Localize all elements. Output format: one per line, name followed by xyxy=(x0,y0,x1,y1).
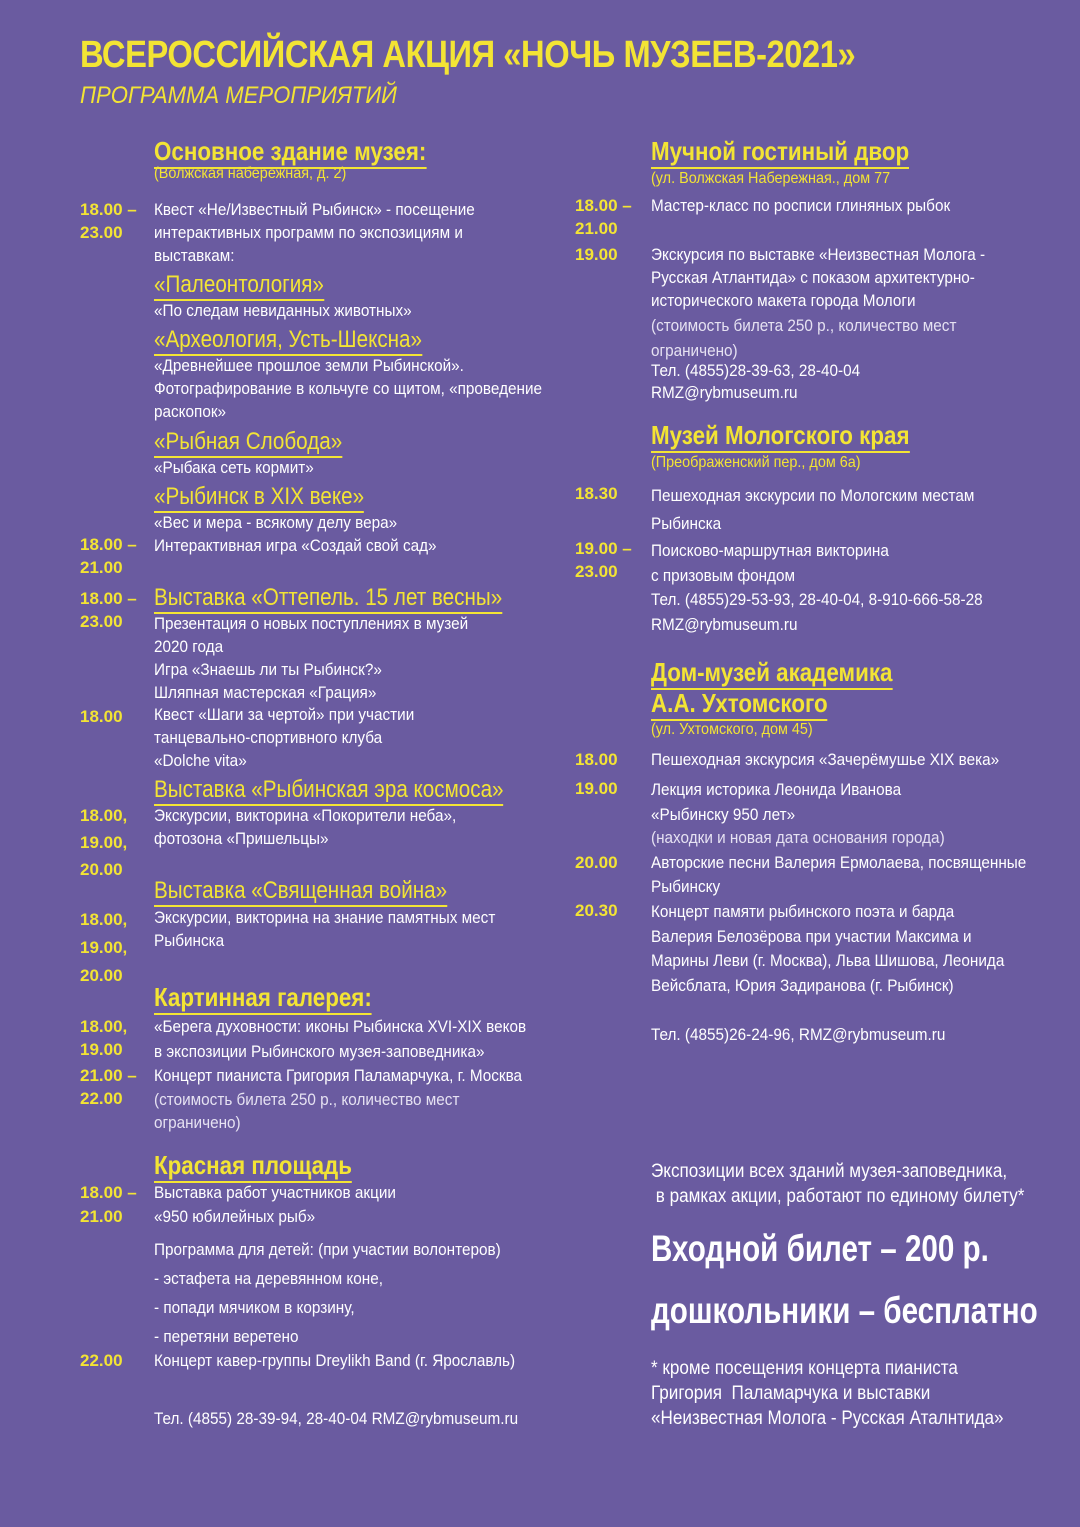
event-time: 19.00 xyxy=(575,245,618,264)
event-description: Экскурсия по выставке «Неизвестная Молога - Русская Атлантида» с показом архитектурно- исторического макета города Мологи xyxy=(651,245,986,310)
event-description: «Вес и мера - всякому делу вера» xyxy=(154,513,398,532)
event-description: «Рыбака сеть кормит» xyxy=(154,458,314,477)
event-time: 18.00 – 21.00 xyxy=(80,535,137,577)
event-time: 20.00 xyxy=(575,853,618,872)
section-title-ukhtomsky-name: А.А. Ухтомского xyxy=(651,688,828,721)
contacts: Тел. (4855)29-53-93, 28-40-04, 8-910-666-58-28 RMZ@rybmuseum.ru xyxy=(651,590,983,634)
subsection-title: Выставка «Рыбинская эра космоса» xyxy=(154,776,504,806)
event-description: «Берега духовности: иконы Рыбинска XVI-XIX веков в экспозиции Рыбинского музея-заповедника» xyxy=(154,1017,527,1061)
free-entry: дошкольники – бесплатно xyxy=(651,1290,1038,1331)
event-time: 18.00 xyxy=(80,707,123,726)
event-time: 18.00 – 23.00 xyxy=(80,589,137,631)
event-description: Мастер-класс по росписи глиняных рыбок xyxy=(651,196,951,215)
ticket-price: Входной билет – 200 р. xyxy=(651,1228,989,1269)
footnote: * кроме посещения концерта пианиста Григория Паламарчука и выставки «Неизвестная Молога - Русская Аталнтида» xyxy=(651,1358,1004,1429)
section-title-ukhtomsky: Дом-музей академика xyxy=(651,657,892,690)
event-time: 18.00, 19.00, 20.00 xyxy=(80,806,128,879)
event-time: 18.00 – 23.00 xyxy=(80,200,137,242)
address-ukhtomsky: (ул. Ухтомского, дом 45) xyxy=(651,721,813,738)
single-ticket-note: Экспозиции всех зданий музея-заповедника, в рамках акции, работают по единому билету* xyxy=(651,1161,1025,1207)
event-description: Презентация о новых поступлениях в музей 2020 года Игра «Знаешь ли ты Рыбинск?» Шляпная мастерская «Грация» xyxy=(154,614,469,702)
event-description: Пешеходная экскурсии по Мологским местам Рыбинска xyxy=(651,486,975,533)
contacts: Тел. (4855)26-24-96, RMZ@rybmuseum.ru xyxy=(651,1025,946,1044)
event-time: 18.00 – 21.00 xyxy=(80,1183,137,1226)
event-description: Концерт кавер-группы Dreylikh Band (г. Ярославль) xyxy=(154,1351,516,1370)
event-description: Пешеходная экскурсия «Зачерёмушье XIX века» xyxy=(651,750,1000,769)
section-title-gallery: Картинная галерея: xyxy=(154,982,372,1015)
address-flour-yard: (ул. Волжская Набережная., дом 77 xyxy=(651,170,891,187)
event-time: 18.30 xyxy=(575,484,618,503)
address-mologa: (Преображенский пер., дом 6а) xyxy=(651,454,861,471)
event-time: 18.00 – 21.00 xyxy=(575,196,632,238)
event-time: 18.00, 19.00 xyxy=(80,1017,128,1059)
subsection-title: Выставка «Оттепель. 15 лет весны» xyxy=(154,584,502,614)
event-time: 18.00 xyxy=(575,750,618,769)
event-description: «По следам невиданных животных» xyxy=(154,301,412,320)
event-note: (стоимость билета 250 р., количество мест ограничено) xyxy=(154,1090,460,1132)
event-note: (находки и новая дата основания города) xyxy=(651,828,945,847)
contacts: Тел. (4855) 28-39-94, 28-40-04 RMZ@rybmuseum.ru xyxy=(154,1409,519,1428)
event-description: Экскурсии, викторина на знание памятных мест Рыбинска xyxy=(154,908,496,950)
page-subtitle: ПРОГРАММА МЕРОПРИЯТИЙ xyxy=(80,82,397,109)
subsection-title: «Рыбинск в XIX веке» xyxy=(154,483,364,513)
event-description: Поисково-маршрутная викторина с призовым фондом xyxy=(651,541,889,585)
event-time: 18.00, 19.00, 20.00 xyxy=(80,910,128,985)
subsection-title: «Палеонтология» xyxy=(154,271,324,301)
event-time: 22.00 xyxy=(80,1351,123,1370)
subsection-title: Выставка «Священная война» xyxy=(154,877,447,907)
event-description: Концерт памяти рыбинского поэта и барда Валерия Белозёрова при участии Максима и Марины Леви (г. Москва), Льва Шишова, Леонида Вейсблата, Юрия Задиранова (г. Рыбинск) xyxy=(651,902,1005,995)
event-time: 20.30 xyxy=(575,901,618,920)
page-title: ВСЕРОССИЙСКАЯ АКЦИЯ «НОЧЬ МУЗЕЕВ-2021» xyxy=(80,34,856,76)
event-time: 21.00 – 22.00 xyxy=(80,1066,137,1108)
section-title-red-square: Красная площадь xyxy=(154,1150,352,1183)
event-description: Квест «Шаги за чертой» при участии танцевально-спортивного клуба «Dolche vita» xyxy=(154,705,415,770)
event-description: Авторские песни Валерия Ермолаева, посвященные Рыбинску xyxy=(651,853,1027,896)
event-time: 19.00 xyxy=(575,779,618,798)
section-title-flour-yard: Мучной гостиный двор xyxy=(651,136,909,169)
event-description: Интерактивная игра «Создай свой сад» xyxy=(154,536,437,555)
event-description: Квест «Не/Известный Рыбинск» - посещение интерактивных программ по экспозициям и выставкам: xyxy=(154,200,475,265)
kids-program: Программа для детей: (при участии волонтеров) - эстафета на деревянном коне, - попади мячиком в корзину, - перетяни веретено xyxy=(154,1240,501,1346)
event-description: Концерт пианиста Григория Паламарчука, г. Москва xyxy=(154,1066,523,1085)
event-description: «Древнейшее прошлое земли Рыбинской». Фотографирование в кольчуге со щитом, «проведение раскопок» xyxy=(154,356,543,421)
section-title-main-building: Основное здание музея: xyxy=(154,136,426,169)
event-description: Лекция историка Леонида Иванова «Рыбинску 950 лет» xyxy=(651,780,902,824)
event-description: Экскурсии, викторина «Покорители неба», фотозона «Пришельцы» xyxy=(154,806,457,848)
contacts: Тел. (4855)28-39-63, 28-40-04 RMZ@rybmuseum.ru xyxy=(651,361,861,402)
event-description: Выставка работ участников акции «950 юбилейных рыб» xyxy=(154,1183,396,1226)
event-note: (стоимость билета 250 р., количество мест ограничено) xyxy=(651,316,957,360)
subsection-title: «Рыбная Слобода» xyxy=(154,428,342,458)
subsection-title: «Археология, Усть-Шексна» xyxy=(154,326,422,356)
section-title-mologa: Музей Мологского края xyxy=(651,420,910,453)
event-time: 19.00 – 23.00 xyxy=(575,539,632,581)
address-main-building: (Волжская набережная, д. 2) xyxy=(154,165,347,182)
